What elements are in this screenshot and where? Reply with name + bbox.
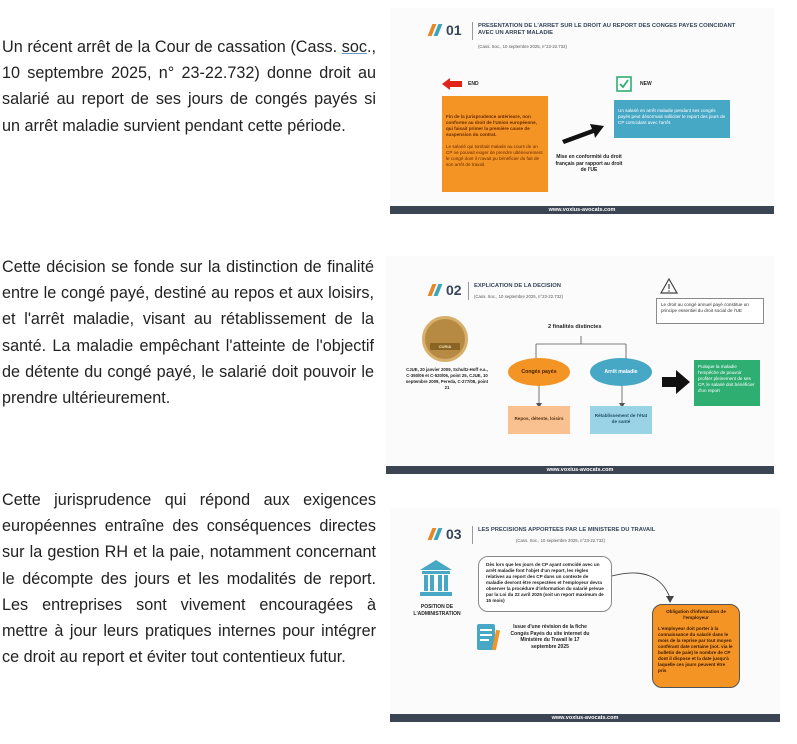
- rest-leisure-box: Repos, détente, loisirs: [508, 406, 570, 434]
- green-conclusion-box: Puisque la maladie l'empêche de pouvoir profiter pleinement de ses CP, le salarié doit bénéficier d'un report: [694, 360, 760, 406]
- slide-footer: www.voxius-avocats.com: [390, 206, 774, 214]
- slide-reference: (Cass. Soc., 10 septembre 2025, n°23-22.732): [478, 44, 567, 49]
- seal-banner: CURIA: [430, 343, 460, 350]
- slashes-logo-icon: [428, 23, 444, 37]
- slashes-logo-icon: [428, 283, 444, 297]
- warning-box: Le droit au congé annuel payé constitue un principe essentiel du droit social de l'UE: [656, 298, 764, 324]
- warning-triangle-icon: [660, 278, 678, 294]
- diagonal-arrow-icon: [562, 120, 604, 144]
- left-arrow-icon: [442, 78, 462, 90]
- government-building-icon: [418, 558, 454, 598]
- administration-bubble: Dès lors que les jours de CP ayant coïncidé avec un arrêt maladie font l'objet d'un report, les règles relatives au report des CP dans un contexte de maladie devront être respectées et l'employeur devra observer la procédure d'information du salarié prévue par la Loi du 22 avril 2025 (soit un report maximum de 15 mois): [478, 556, 612, 612]
- slide-number-badge: 03: [428, 526, 462, 542]
- fiche-text: Issue d'une révision de la fiche Congés Payés du site internet du Ministère du Travail le 17 septembre 2025: [510, 624, 590, 650]
- curia-seal-icon: [422, 316, 468, 362]
- curved-arrow: [612, 568, 676, 604]
- slide-02-image: [386, 256, 774, 474]
- paragraph-1: [2, 34, 376, 139]
- paragraph-3: Cette jurisprudence qui répond aux exigences européennes entraîne des conséquences directes sur la gestion RH et la paie, notamment concernant le décompte des jours et les modalités de report. Les entreprises sont vivement encouragées à mettre à jour leurs pratiques internes pour intégrer ce droit au report et éviter tout contentieux futur.: [2, 491, 376, 667]
- health-recovery-box: Rétablissement de l'état de santé: [590, 406, 652, 434]
- slide-number-badge: 01: [428, 22, 462, 38]
- slide-number-badge: 02: [428, 282, 462, 298]
- slide-03-image: [390, 508, 780, 722]
- slide-01-image: [390, 8, 774, 214]
- checkbox-check-icon: [616, 76, 632, 92]
- orange-obligation-box: [652, 604, 740, 688]
- conformity-text: Mise en conformité du droit français par rapport au droit de l'UE: [555, 154, 623, 173]
- slide-footer: www.voxius-avocats.com: [390, 714, 780, 722]
- slide-title: EXPLICATION DE LA DECISION: [474, 283, 561, 289]
- position-label: POSITION DE L'ADMINISTRATION: [413, 604, 461, 617]
- document-pencil-icon: [476, 622, 502, 656]
- slide-title: LES PRECISIONS APPORTEES PAR LE MINISTERE DU TRAVAIL: [478, 527, 656, 533]
- cjue-references: CJUE, 20 janvier 2009, Schultz-Hoff e.a., C-350/06 et C-520/06, point 25, CJUE, 10 septembre 2009, Pereda, C-277/08, point 21: [405, 367, 489, 390]
- two-ends-title: 2 finalités distinctes: [548, 324, 602, 330]
- slide-reference: (Cass. Soc., 10 septembre 2025, n°23-22.732): [474, 294, 563, 299]
- obligation-text: L'employeur doit porter à la connaissance du salarié dans le mois de la reprise par tout moyen conférant date certaine (not. via le bulletin de paie) le nombre de CP dont il dispose et la date jusqu'à laquelle ces jours peuvent être pris: [658, 626, 733, 673]
- paragraph-2: Cette décision se fonde sur la distinction de finalité entre le congé payé, destiné au repos et aux loisirs, et l'arrêt maladie, visant au rétablissement de la santé. La maladie empêchant l'atteinte de l'objectif de détente du congé payé, le salarié doit pouvoir le prendre ultérieurement.: [2, 258, 374, 408]
- sick-leave-ellipse: Arrêt maladie: [590, 358, 652, 386]
- slide-title: PRESENTATION DE L'ARRET SUR LE DROIT AU REPORT DES CONGES PAYES COINCIDANT AVEC UN ARRET MALADIE: [478, 23, 736, 36]
- obligation-title: Obligation d'information de l'employeur: [666, 609, 726, 620]
- paid-leave-ellipse: Congés payés: [508, 358, 570, 386]
- slide-reference: (Cass. Soc., 10 septembre 2025, n°23-22.732): [516, 538, 605, 543]
- teal-new-rule-box: Un salarié en arrêt maladie pendant ses congés payés peut désormais solliciter le report des jours de CP coïncidant avec l'arrêt.: [614, 100, 730, 138]
- slide-footer: www.voxius-avocats.com: [386, 466, 774, 474]
- p1-text-start: Un récent arrêt de la Cour de cassation (Cass.: [2, 38, 342, 56]
- new-label: NEW: [640, 81, 652, 87]
- down-arrows: [536, 386, 646, 408]
- soc-link[interactable]: soc: [341, 38, 367, 56]
- p1-text-end: ., 10 septembre 2025, n° 23-22.732) donne droit au salarié au report de ses jours de congés payés si un arrêt maladie survient pendant cette période.: [2, 38, 376, 135]
- right-arrow-icon: [662, 370, 690, 394]
- slashes-logo-icon: [428, 527, 444, 541]
- end-label: END: [468, 81, 479, 87]
- orange-old-rule-box: Fin de la jurisprudence antérieure, non conforme au droit de l'Union européenne, qui faisait primer la première cause de suspension du contrat. Le salarié qui tombait malade au cours de un CP ne pouvait exiger de prendre ultérieurement le congé dont il n'avait pu bénéficier du fait de son arrêt de travail.: [442, 96, 548, 192]
